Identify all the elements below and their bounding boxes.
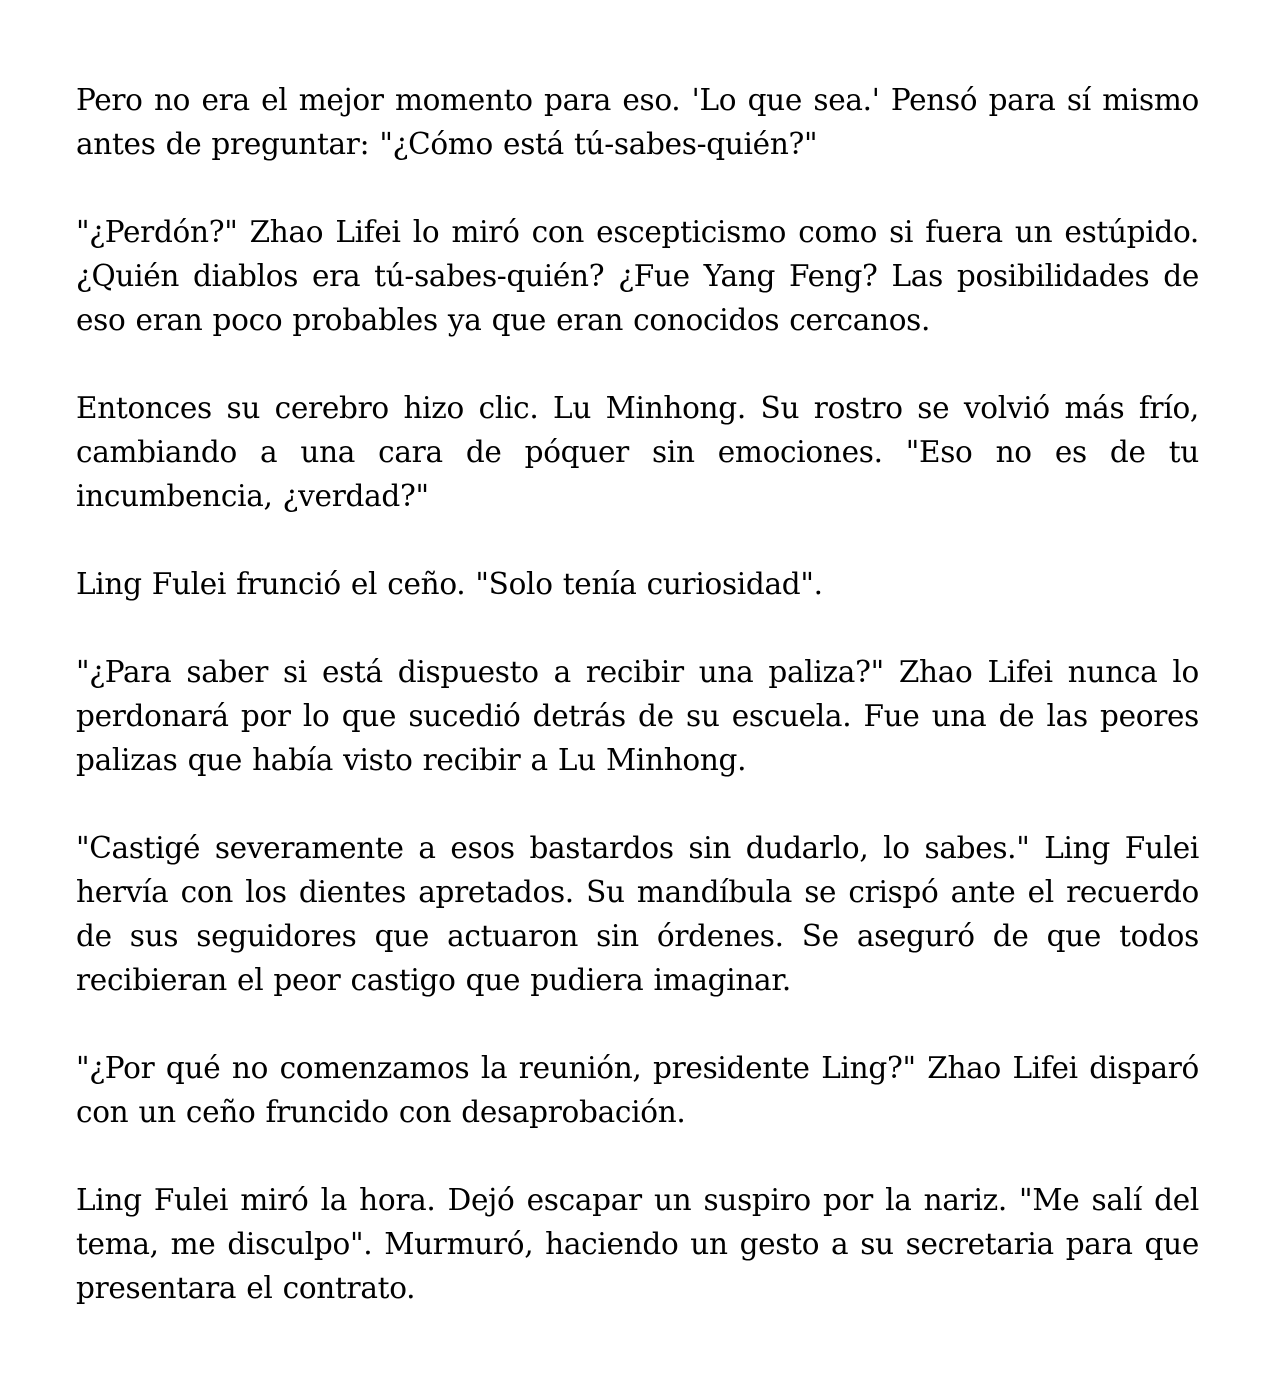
paragraph-8: Ling Fulei miró la hora. Dejó escapar un suspiro por la nariz. "Me salí del tema, me disculpo". Murmuró, haciendo un gesto a su secretaria para que presentara el contrato. (76, 1183, 1199, 1305)
document-page (76, 78, 1199, 1310)
paragraph-5: "¿Para saber si está dispuesto a recibir una paliza?" Zhao Lifei nunca lo perdonará por lo que sucedió detrás de su escuela. Fue una de las peores palizas que había visto recibir a Lu Minhong. (76, 655, 1199, 777)
paragraph-2: "¿Perdón?" Zhao Lifei lo miró con escepticismo como si fuera un estúpido. ¿Quién diablos era tú-sabes-quién? ¿Fue Yang Feng? Las posibilidades de eso eran poco probables ya que eran conocidos cercanos. (76, 215, 1199, 337)
paragraph-4: Ling Fulei frunció el ceño. "Solo tenía curiosidad". (76, 567, 823, 601)
paragraph-7: "¿Por qué no comenzamos la reunión, presidente Ling?" Zhao Lifei disparó con un ceño fruncido con desaprobación. (76, 1051, 1199, 1129)
paragraph-1: Pero no era el mejor momento para eso. 'Lo que sea.' Pensó para sí mismo antes de preguntar: "¿Cómo está tú-sabes-quién?" (76, 83, 1199, 161)
paragraph-3: Entonces su cerebro hizo clic. Lu Minhong. Su rostro se volvió más frío, cambiando a una cara de póquer sin emociones. "Eso no es de tu incumbencia, ¿verdad?" (76, 391, 1199, 513)
paragraph-6: "Castigé severamente a esos bastardos sin dudarlo, lo sabes." Ling Fulei hervía con los dientes apretados. Su mandíbula se crispó ante el recuerdo de sus seguidores que actuaron sin órdenes. Se aseguró de que todos recibieran el peor castigo que pudiera imaginar. (76, 831, 1199, 997)
